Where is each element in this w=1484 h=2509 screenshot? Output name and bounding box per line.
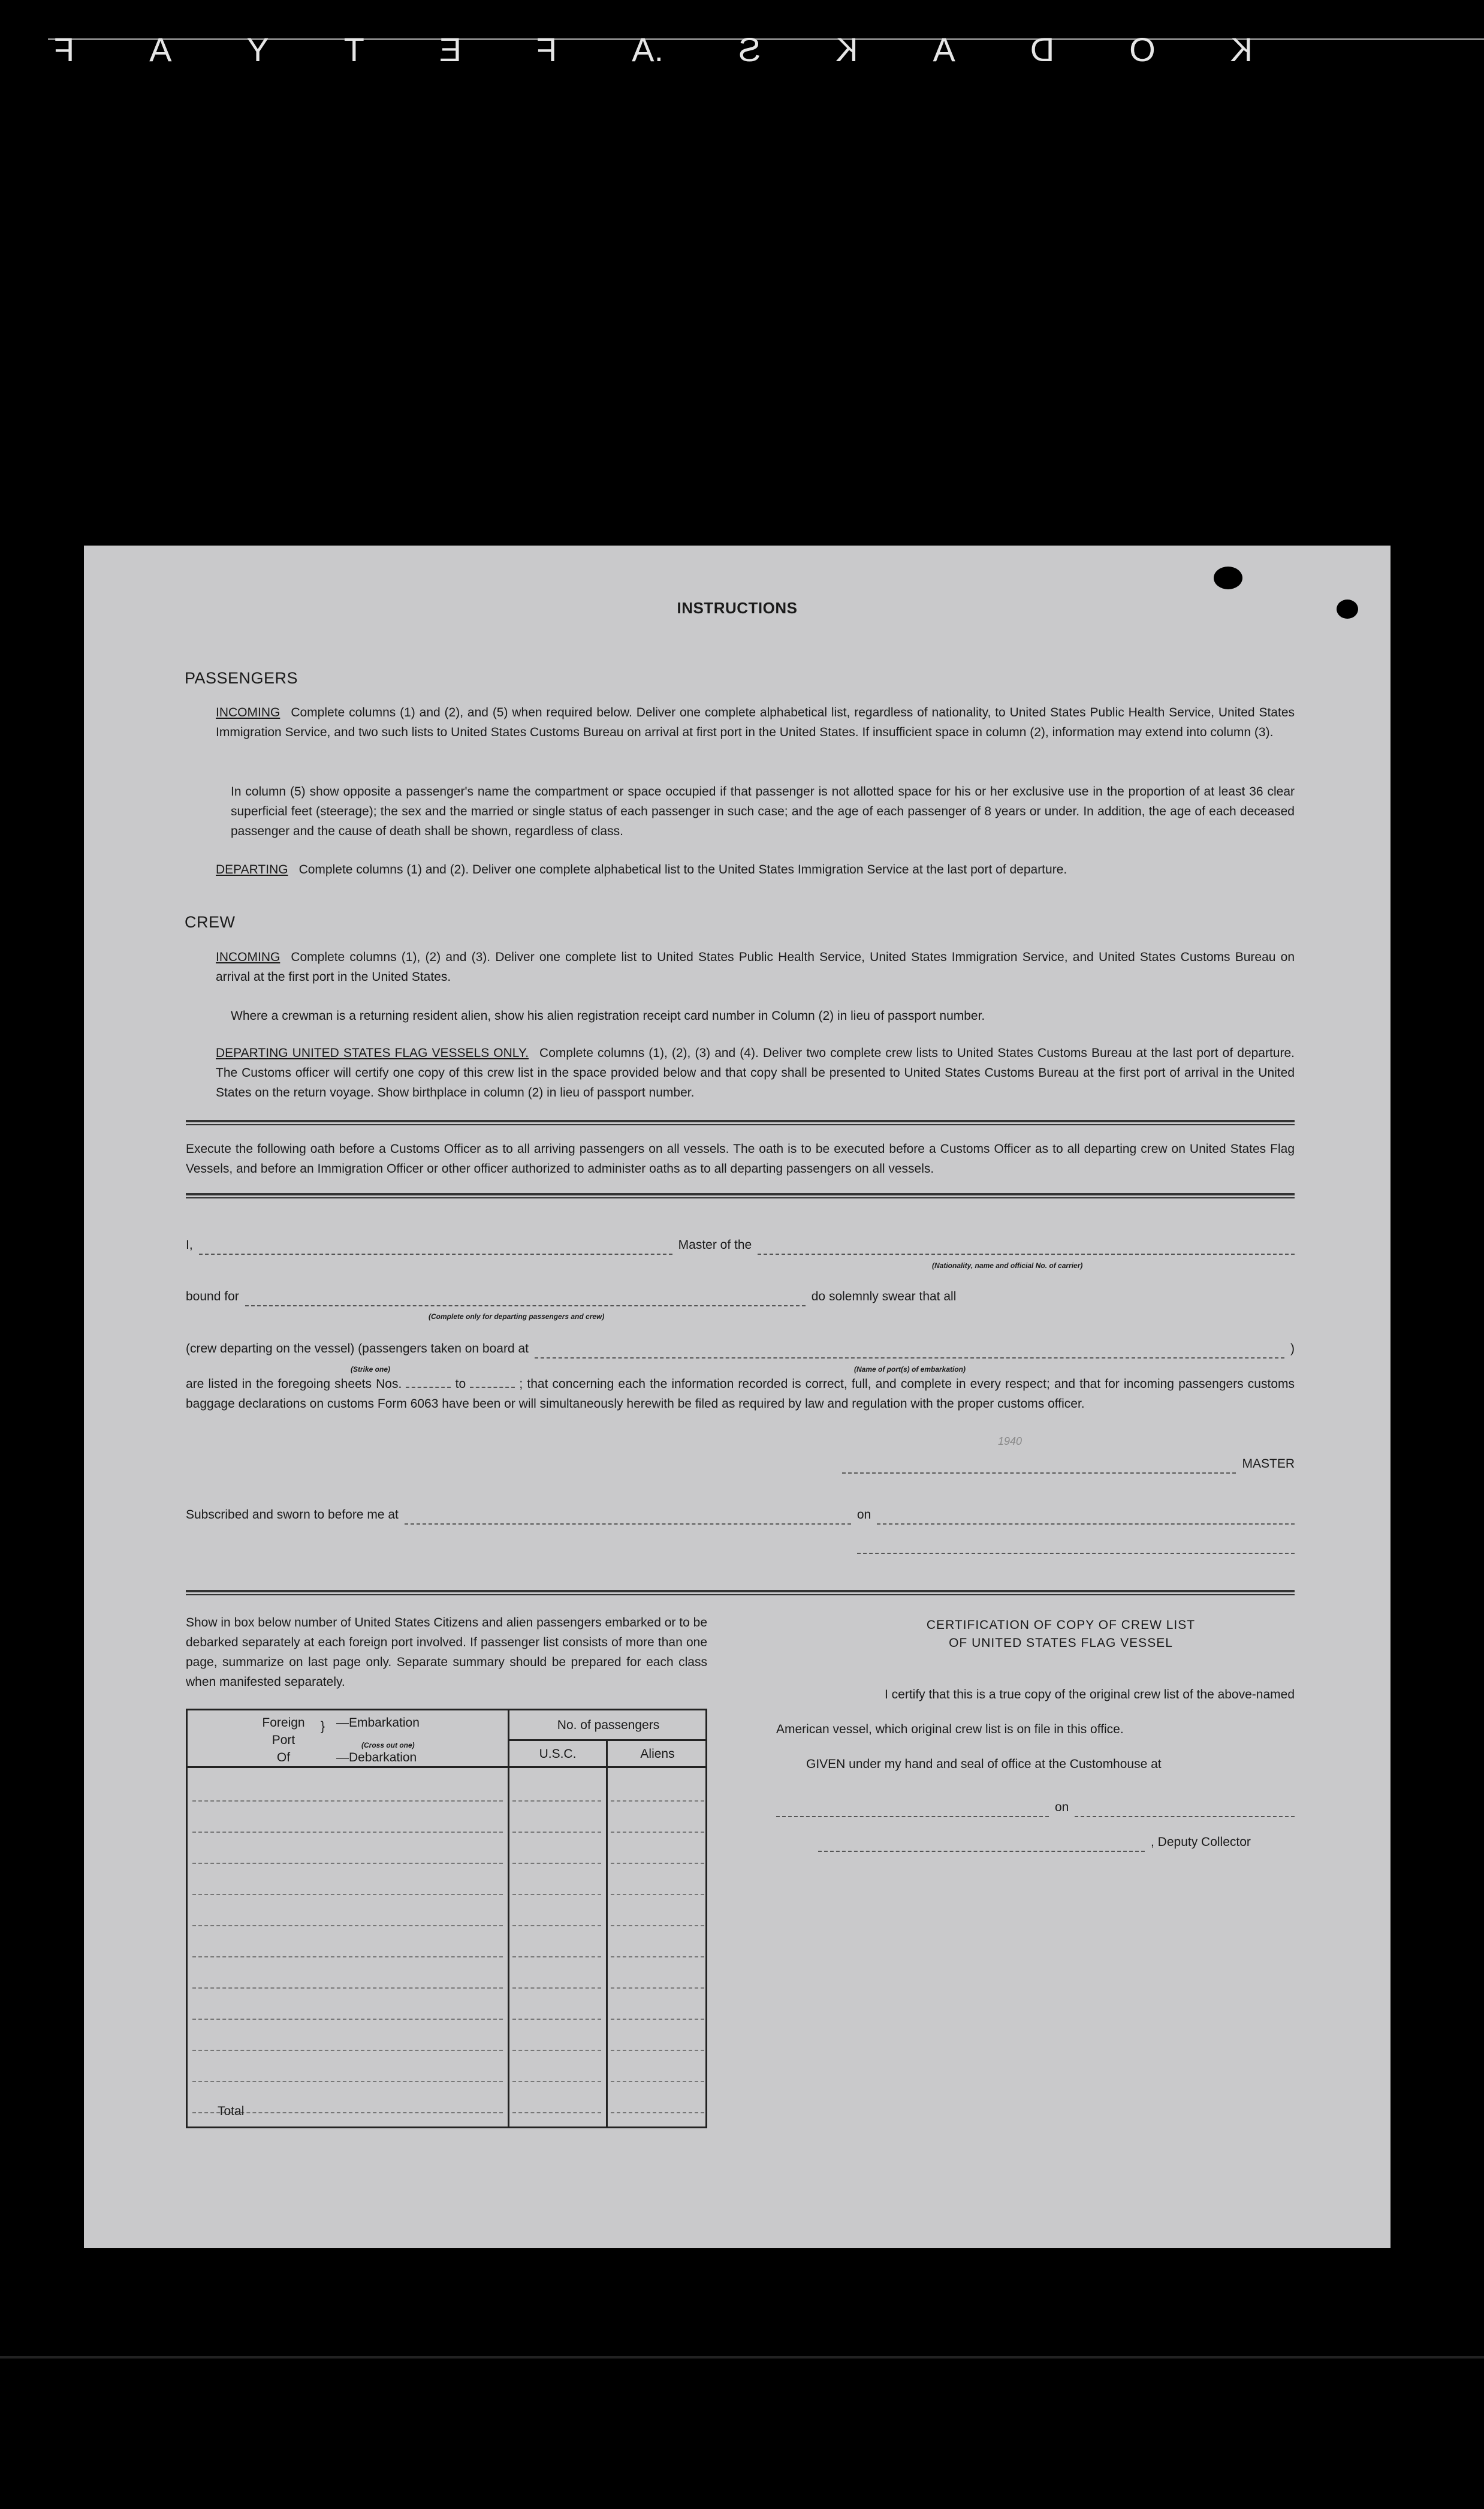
- table-row-line[interactable]: [192, 1894, 503, 1895]
- crew-departing: [216, 1043, 1295, 1103]
- double-rule: [186, 1120, 1295, 1125]
- film-letter: T: [343, 31, 364, 68]
- oath-crew-line: [186, 1339, 1295, 1359]
- oath-listed: [186, 1374, 1295, 1414]
- table-row-line[interactable]: [512, 1800, 601, 1802]
- passengers-departing-lead: DEPARTING: [216, 863, 288, 877]
- table-row-line[interactable]: [192, 2050, 503, 2051]
- bound-for-field[interactable]: [245, 1293, 806, 1306]
- crew-departing-label: (crew departing on the vessel) (passengers taken on board at: [186, 1342, 529, 1356]
- table-row-line[interactable]: [512, 1863, 601, 1864]
- brace: }: [321, 1719, 325, 1733]
- table-row-line[interactable]: [192, 1956, 503, 1957]
- subscribed-line: [186, 1505, 1295, 1525]
- table-row-line[interactable]: [611, 2019, 704, 2020]
- page-title: INSTRUCTIONS: [677, 599, 798, 617]
- subscribed-label: Subscribed and sworn to before me at: [186, 1508, 399, 1522]
- film-edge-text: [54, 30, 1253, 69]
- table-row-line[interactable]: [512, 1832, 601, 1833]
- certify-text: I certify that this is a true copy of the original crew list of the above-named: [885, 1688, 1295, 1701]
- sworn-at-field[interactable]: [405, 1511, 851, 1525]
- close-paren: ): [1290, 1342, 1295, 1356]
- certification-subtitle: OF UNITED STATES FLAG VESSEL: [949, 1636, 1173, 1650]
- deputy-collector-label: , Deputy Collector: [1151, 1835, 1251, 1849]
- film-letter: F: [54, 31, 75, 68]
- master-name-field[interactable]: [199, 1242, 672, 1255]
- port-label: Port: [272, 1733, 295, 1747]
- master-signature-field[interactable]: [842, 1460, 1236, 1474]
- film-letter: K: [1230, 31, 1253, 68]
- film-edge: [0, 0, 1484, 84]
- aliens-label: Aliens: [640, 1747, 675, 1761]
- listed-a: are listed in the foregoing sheets Nos.: [186, 1377, 402, 1391]
- master-label: MASTER: [1242, 1457, 1295, 1471]
- table-row-line[interactable]: [611, 2112, 704, 2113]
- crew-departing-text: Complete columns (1), (2), (3) and (4). Deliver two complete crew lists to United States Customs Bureau at the last port of departure. The Customs officer will certify one copy of this crew list in the space provided below and that copy shall be presented to United States Customs Bureau at the first port of arrival in the United States on the return voyage. Show birthplace in column (2) in lieu of passport number.: [216, 1046, 1295, 1100]
- sheet-from-field[interactable]: [406, 1377, 451, 1388]
- film-letter: D: [1030, 31, 1055, 68]
- table-row-line[interactable]: [192, 2019, 503, 2020]
- table-row-line[interactable]: [512, 1956, 601, 1957]
- film-letter: K: [835, 31, 858, 68]
- film-letter: F: [536, 31, 557, 68]
- table-row-line[interactable]: [611, 1863, 704, 1864]
- film-bottom-edge: [0, 2356, 1484, 2359]
- officer-signature-field[interactable]: [857, 1541, 1295, 1554]
- bound-for-label: bound for: [186, 1290, 239, 1303]
- master-signature-line: [842, 1454, 1295, 1474]
- of-label: Of: [276, 1751, 291, 1764]
- table-row-line[interactable]: [512, 2081, 601, 2082]
- passengers-heading: PASSENGERS: [185, 669, 298, 687]
- officer-signature-line: [857, 1541, 1295, 1554]
- table-row-line[interactable]: [611, 1894, 704, 1895]
- swear-label: do solemnly swear that all: [811, 1290, 957, 1303]
- table-row-line[interactable]: [512, 1987, 601, 1989]
- film-letter: .A: [632, 31, 664, 68]
- table-col-divider: [606, 1739, 608, 2127]
- port-note: (Name of port(s) of embarkation): [854, 1365, 966, 1374]
- crew-heading: CREW: [185, 913, 236, 931]
- passengers-incoming-text: Complete columns (1) and (2), and (5) when required below. Deliver one complete alphabetical list, regardless of nationality, to United States Public Health Service, United States Immigration Service, and two such lists to United States Customs Bureau on arrival at first port in the United States. If insufficient space in column (2), information may extend into column (3).: [216, 706, 1295, 739]
- sworn-date-field[interactable]: [877, 1511, 1295, 1525]
- cross-out-note: (Cross out one): [361, 1741, 415, 1749]
- passengers-incoming-lead: INCOMING: [216, 706, 280, 719]
- sheet-to-field[interactable]: [470, 1377, 515, 1388]
- cert-on-label: on: [1055, 1800, 1069, 1814]
- listed-to: to: [455, 1377, 466, 1391]
- film-letter: O: [1129, 31, 1156, 68]
- table-row-line[interactable]: [611, 2081, 704, 2082]
- vessel-name-field[interactable]: [758, 1242, 1295, 1255]
- crew-departing-lead: DEPARTING UNITED STATES FLAG VESSELS ONLY.: [216, 1046, 529, 1060]
- film-letter: E: [439, 31, 462, 68]
- deputy-line: [818, 1832, 1295, 1852]
- certification-title: CERTIFICATION OF COPY OF CREW LIST: [926, 1618, 1196, 1632]
- american-vessel-text: American vessel, which original crew list is on file in this office.: [776, 1722, 1124, 1736]
- passengers-col5: In column (5) show opposite a passenger's name the compartment or space occupied if that passenger is not allotted space for his or her exclusive use in the proportion of at least 36 clear superficial feet (steerage); the sex and the married or single status of each passenger in such case; and the age of each passenger of 8 years or under. In addition, the age of each deceased passenger and the cause of death shall be shown, regardless of class.: [231, 785, 1295, 838]
- master-of-label: Master of the: [678, 1238, 752, 1252]
- film-letter: S: [738, 31, 761, 68]
- double-rule: [186, 1193, 1295, 1198]
- customhouse-field[interactable]: [776, 1804, 1049, 1817]
- usc-label: U.S.C.: [539, 1747, 577, 1761]
- crew-incoming: [216, 947, 1295, 987]
- embarkation-label: —Embarkation: [336, 1716, 420, 1730]
- foreign-label: Foreign: [262, 1716, 305, 1730]
- table-row-line[interactable]: [512, 2112, 601, 2113]
- table-row-line[interactable]: [192, 2081, 503, 2082]
- document-page: [84, 546, 1391, 2248]
- crew-alien-note: Where a crewman is a returning resident alien, show his alien registration receipt card number in Column (2) in lieu of passport number.: [231, 1009, 985, 1023]
- table-row-line[interactable]: [192, 1987, 503, 1989]
- summary-instructions: Show in box below number of United States Citizens and alien passengers embarked or to be debarked separately at each foreign port involved. If passenger list consists of more than one page, summarize on last page only. Separate summary should be prepared for each class when manifested separately.: [186, 1616, 707, 1689]
- table-row-line[interactable]: [512, 2019, 601, 2020]
- embarkation-port-field[interactable]: [535, 1345, 1284, 1359]
- passenger-summary-table: [186, 1709, 707, 2128]
- table-row-line[interactable]: [512, 2050, 601, 2051]
- strike-note: (Strike one): [351, 1365, 391, 1374]
- table-row-line[interactable]: [611, 1925, 704, 1926]
- table-row-line[interactable]: [611, 1832, 704, 1833]
- crew-incoming-lead: INCOMING: [216, 950, 280, 964]
- carrier-note: (Nationality, name and official No. of carrier): [932, 1261, 1083, 1270]
- total-label: Total: [218, 2104, 245, 2118]
- table-row-line[interactable]: [611, 1956, 704, 1957]
- faint-handwriting: 1940: [998, 1435, 1022, 1447]
- oath-bound-line: [186, 1287, 1295, 1306]
- film-letter: A: [149, 31, 172, 68]
- table-row-line[interactable]: [192, 1863, 503, 1864]
- table-col-divider: [508, 1710, 509, 2127]
- on-label: on: [856, 1508, 871, 1522]
- deputy-signature-field[interactable]: [818, 1839, 1145, 1852]
- passengers-departing-text: Complete columns (1) and (2). Deliver one complete alphabetical list to the United States Immigration Service at the last port of departure.: [298, 863, 1067, 877]
- table-row-line[interactable]: [611, 2050, 704, 2051]
- table-row-line[interactable]: [611, 1800, 704, 1802]
- no-passengers-label: No. of passengers: [557, 1718, 660, 1732]
- ink-blot: [1214, 567, 1242, 589]
- crew-incoming-text: Complete columns (1), (2) and (3). Deliver one complete list to United States Public Health Service, United States Immigration Service, and United States Customs Bureau on arrival at the first port in the United States.: [216, 950, 1295, 984]
- film-letter: Y: [246, 31, 269, 68]
- table-row-line[interactable]: [512, 1894, 601, 1895]
- oath-i-label: I,: [186, 1238, 193, 1252]
- listed-b: ; that concerning each the information recorded is correct, full, and complete in every respect; and that for incoming passengers customs baggage declarations on customs Form 6063 have been or will simultaneously herewith be filed as required by law and regulation with the proper customs officer.: [186, 1377, 1295, 1411]
- customhouse-line: [776, 1797, 1295, 1817]
- table-row-line[interactable]: [192, 1800, 503, 1802]
- double-rule: [186, 1590, 1295, 1595]
- debarkation-label: —Debarkation: [336, 1751, 417, 1764]
- passengers-departing: [216, 860, 1295, 879]
- table-row-line[interactable]: [611, 1987, 704, 1989]
- table-row-line[interactable]: [192, 1925, 503, 1926]
- oath-master-line: [186, 1235, 1295, 1255]
- given-text: GIVEN under my hand and seal of office at the Customhouse at: [806, 1757, 1162, 1771]
- oath-intro: Execute the following oath before a Customs Officer as to all arriving passengers on all vessels. The oath is to be executed before a Customs Officer as to all departing crew on United States Flag Vessels, and before an Immigration Officer or other officer authorized to administer oaths as to all departing passengers on all vessels.: [186, 1142, 1295, 1176]
- cert-date-field[interactable]: [1075, 1804, 1295, 1817]
- bound-note: (Complete only for departing passengers and crew): [429, 1312, 605, 1321]
- table-row-line[interactable]: [192, 1832, 503, 1833]
- table-row-line[interactable]: [512, 1925, 601, 1926]
- film-letter: A: [933, 31, 955, 68]
- passengers-incoming: [216, 703, 1295, 742]
